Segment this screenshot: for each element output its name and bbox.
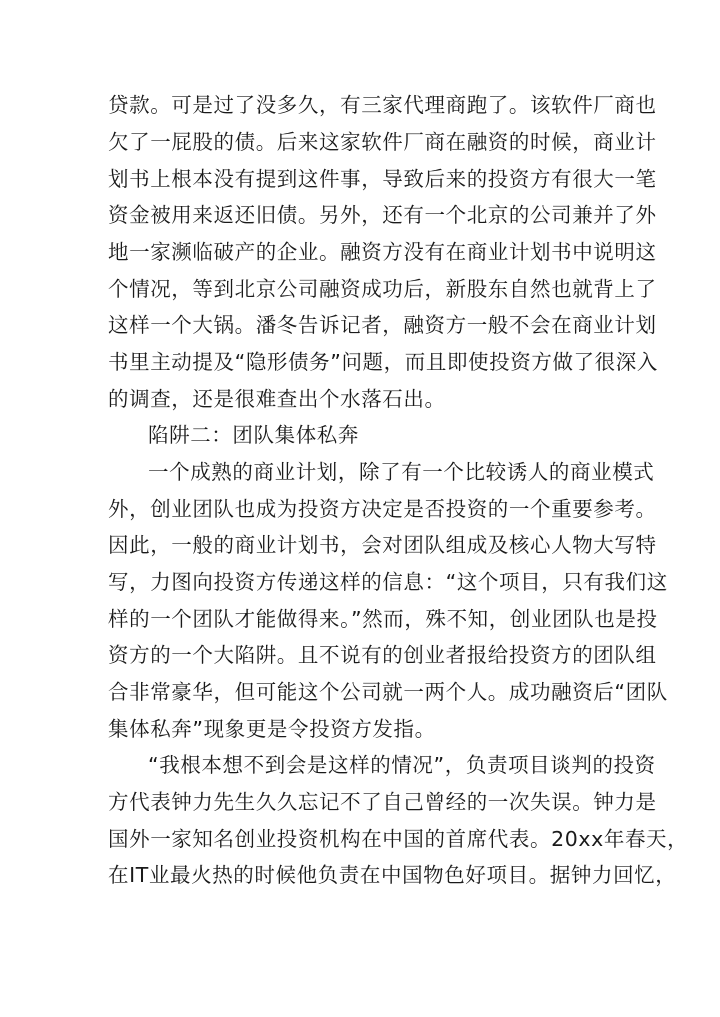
section-heading: 陷阱二：团队集体私奔 [148, 423, 359, 447]
text-line-6: 个情况，等到北京公司融资成功后，新股东自然也就背上了 [108, 277, 657, 301]
text-line-9: 的调查，还是很难查出个水落石出。 [108, 387, 446, 411]
text-line-20: 方代表钟力先生久久忘记不了自己曾经的一次失误。钟力是 [108, 790, 657, 814]
text-line-4: 资金被用来返还旧债。另外，还有一个北京的公司兼并了外 [108, 203, 657, 227]
text-line-17: 合非常豪华，但可能这个公司就一两个人。成功融资后“团队 [108, 680, 668, 704]
text-line-14: 写，力图向投资方传递这样的信息：“这个项目，只有我们这 [108, 570, 668, 594]
text-line-7: 这样一个大锅。潘冬告诉记者，融资方一般不会在商业计划 [108, 313, 657, 337]
text-line-18: 集体私奔”现象更是令投资方发指。 [108, 717, 436, 741]
text-line-12: 外，创业团队也成为投资方决定是否投资的一个重要参考。 [108, 497, 657, 521]
text-line-3: 划书上根本没有提到这件事，导致后来的投资方有很大一笔 [108, 167, 657, 191]
text-line-19: “我根本想不到会是这样的情况”，负责项目谈判的投资 [148, 753, 656, 777]
text-line-13: 因此，一般的商业计划书，会对团队组成及核心人物大写特 [108, 533, 657, 557]
text-line-1: 贷款。可是过了没多久，有三家代理商跑了。该软件厂商也 [108, 93, 657, 117]
text-line-21: 国外一家知名创业投资机构在中国的首席代表。20xx年春天， [108, 827, 689, 851]
text-line-2: 欠了一屁股的债。后来这家软件厂商在融资的时候，商业计 [108, 130, 657, 154]
text-line-22: 在IT业最火热的时候他负责在中国物色好项目。据钟力回忆， [108, 863, 677, 887]
text-line-11: 一个成熟的商业计划，除了有一个比较诱人的商业模式 [148, 460, 655, 484]
text-line-15: 样的一个团队才能做得来。”然而，殊不知，创业团队也是投 [108, 607, 658, 631]
text-line-16: 资方的一个大陷阱。且不说有的创业者报给投资方的团队组 [108, 643, 657, 667]
text-line-8: 书里主动提及“隐形债务”问题，而且即使投资方做了很深入 [108, 350, 658, 374]
text-line-5: 地一家濒临破产的企业。融资方没有在商业计划书中说明这 [108, 240, 657, 264]
